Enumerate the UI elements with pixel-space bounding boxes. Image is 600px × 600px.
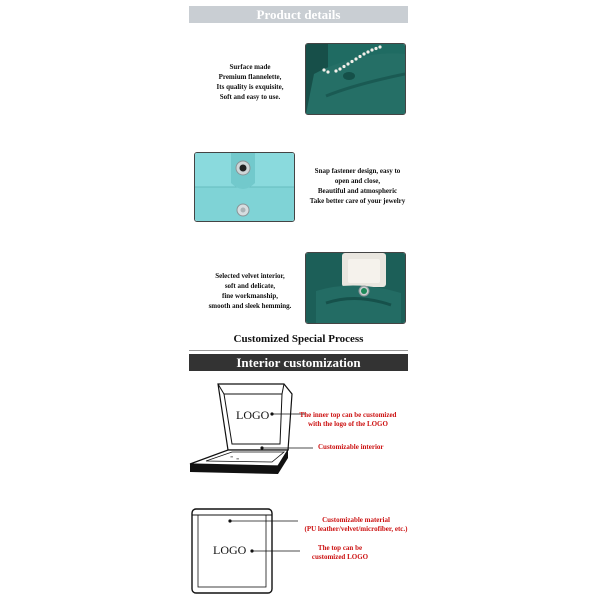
feature-3-line-4: smooth and sleek hemming.	[208, 302, 292, 310]
velvet-necklace-image	[306, 44, 405, 114]
feature-3-line-1: Selected velvet interior,	[215, 272, 285, 280]
open-box-note-top-line-1: The inner top can be customized	[299, 411, 397, 419]
closed-box-note-material-line-1: Customizable material	[322, 516, 390, 524]
feature-2-line-1: Snap fastener design, easy to	[314, 167, 401, 175]
velvet-ring-box-photo	[305, 252, 406, 324]
feature-1-line-2: Premium flannelette,	[218, 73, 282, 81]
feature-1-caption	[200, 62, 300, 102]
closed-box-note-top-line-1: The top can be	[317, 544, 363, 552]
feature-3-caption	[195, 271, 305, 311]
feature-3-line-3: fine workmanship,	[221, 292, 278, 300]
open-box-diagram	[188, 380, 293, 475]
feature-2-line-3: Beautiful and atmospheric	[317, 187, 398, 195]
closed-box-note-top	[300, 544, 380, 562]
closed-box-note-material	[292, 516, 420, 534]
feature-2-line-2: open and close,	[334, 177, 381, 185]
closed-box-logo-label: LOGO	[213, 543, 247, 557]
feature-2-caption	[300, 166, 415, 206]
product-details-banner	[189, 6, 408, 23]
open-box-note-top-line-2: with the logo of the LOGO	[308, 420, 388, 428]
interior-customization-banner	[189, 354, 408, 371]
velvet-ring-box-image	[306, 253, 405, 323]
process-title: Customized Special Process	[233, 333, 364, 345]
svg-text:≡: ≡	[236, 456, 240, 461]
open-box-logo-label: LOGO	[236, 408, 270, 422]
open-box-note-interior: Customizable interior	[318, 443, 384, 451]
feature-3-line-2: soft and delicate,	[224, 282, 276, 290]
feature-1-line-1: Surface made	[229, 63, 271, 71]
closed-box-note-material-line-2: (PU leather/velvet/microfiber, etc.)	[304, 525, 408, 533]
svg-text:≡: ≡	[230, 454, 234, 459]
feature-1-line-3: Its quality is exquisite,	[216, 83, 284, 91]
closed-box-note-top-line-2: customized LOGO	[311, 553, 369, 561]
product-details-title: Product details	[256, 6, 341, 22]
snap-fastener-image	[195, 153, 294, 221]
process-divider	[189, 350, 408, 351]
open-box-note-top	[288, 411, 408, 429]
velvet-necklace-photo	[305, 43, 406, 115]
snap-fastener-photo	[194, 152, 295, 222]
feature-2-line-4: Take better care of your jewelry	[309, 197, 406, 205]
feature-1-line-4: Soft and easy to use.	[219, 93, 281, 101]
interior-customization-title: Interior customization	[236, 354, 361, 370]
